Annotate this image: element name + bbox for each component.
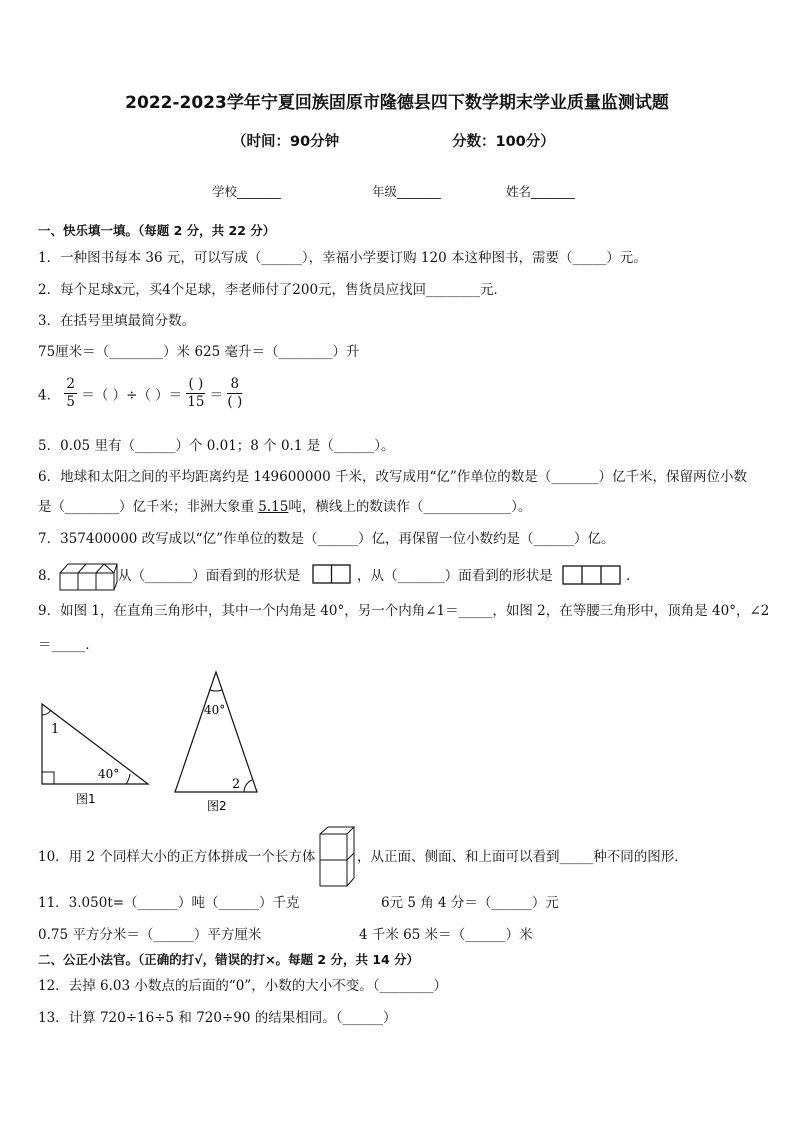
question-10-part1: 10．用 2 个同样大小的正方体拼成一个长方体 <box>38 849 316 865</box>
question-12: 12．去掉 6.03 小数点的后面的“0”，小数的大小不变。（________） <box>38 978 447 994</box>
question-2: 2．每个足球x元，买4个足球，李老师付了200元，售货员应找回________元． <box>38 282 508 298</box>
angle-1-label: 1 <box>51 722 60 737</box>
fraction-2-5: $\frac{2}{5}$ <box>66 376 75 410</box>
question-11-c: 0.75 平方分米＝（______）平方厘米 <box>38 927 262 943</box>
three-square-shape-icon <box>562 564 624 586</box>
angle-40-label-fig2: 40° <box>204 703 226 717</box>
question-8-end: . <box>626 568 631 584</box>
grade-field: 年级_______ <box>372 184 441 199</box>
angle-2-label: 2 <box>232 777 241 792</box>
figure-1-right-triangle <box>38 700 153 810</box>
underlined-weight: 5.15 <box>258 499 289 515</box>
question-10-part2: ，从正面、侧面、和上面可以看到_____种不同的图形． <box>357 849 688 865</box>
figure-1-caption: 图1 <box>76 792 96 806</box>
figure-2-caption: 图2 <box>207 799 227 813</box>
question-13: 13．计算 720÷16÷5 和 720÷90 的结果相同。（______） <box>38 1010 397 1026</box>
question-8-prefix: 8． <box>38 568 61 584</box>
question-9-line1: 9．如图 1，在直角三角形中，其中一个内角是 40°，另一个内角∠1＝_____，如图 2，在等腰三角形中，顶角是 40°，∠2 <box>38 603 770 619</box>
question-6-line1: 6．地球和太阳之间的平均距离约是 149600000 千米，改写成用“亿”作单位的数是（_______）亿千米，保留两位小数 <box>38 469 748 485</box>
cube-stack-icon <box>59 562 119 592</box>
question-11-b: 6元 5 角 4 分＝（______）元 <box>381 895 559 911</box>
question-11-a: 11．3.050t=（______）吨（______）千克 <box>38 895 300 911</box>
question-11-d: 4 千米 65 米＝（______）米 <box>359 927 533 943</box>
question-5: 5．0.05 里有（______）个 0.01；8 个 0.1 是（______）。 <box>38 438 395 454</box>
score-label: 分数：100分） <box>452 134 555 150</box>
fraction-8-blank: $\frac{8}{( )}$ <box>227 376 243 410</box>
question-8-part1: 从（_______）面看到的形状是 <box>118 568 301 584</box>
question-4 <box>38 376 242 411</box>
section-1-heading: 一、快乐填一填。（每题 2 分，共 22 分） <box>38 223 276 238</box>
section-2-heading: 二、公正小法官。（正确的打√，错误的打×。每题 2 分，共 14 分） <box>38 952 420 967</box>
cuboid-icon <box>319 826 357 888</box>
figure-2-isosceles-triangle <box>170 668 265 818</box>
question-3-items: 75厘米＝（________）米 625 毫升＝（________）升 <box>38 344 360 360</box>
question-1: 1．一种图书每本 36 元，可以写成（______），幸福小学要订购 120 本这种图书，需要（_____）元。 <box>38 250 647 266</box>
question-7: 7．357400000 改写成以“亿”作单位的数是（______）亿，再保留一位小数约是（______）亿。 <box>38 531 615 547</box>
page-title: 2022-2023学年宁夏回族固原市隆德县四下数学期末学业质量监测试题 <box>125 93 669 113</box>
two-square-shape-icon <box>312 563 352 585</box>
question-9-line2: ＝_____． <box>38 637 99 653</box>
q4-equals: ＝ <box>209 387 224 404</box>
time-label: （时间：90分钟 <box>232 134 340 150</box>
angle-40-label-fig1: 40° <box>98 767 120 781</box>
question-8-part2: ，从（_______）面看到的形状是 <box>357 568 553 584</box>
school-field: 学校_______ <box>212 184 281 199</box>
q4-prefix: 4． <box>38 387 61 404</box>
name-field: 姓名_______ <box>506 184 575 199</box>
q4-middle: ＝（ ）÷（ ）＝ <box>81 387 183 404</box>
fraction-blank-15: $\frac{( )}{15}$ <box>187 376 205 410</box>
question-6-line2: 是（________）亿千米；非洲大象重 5.15吨，横线上的数读作（_____________）。 <box>38 499 532 515</box>
question-3: 3．在括号里填最简分数。 <box>38 313 196 329</box>
